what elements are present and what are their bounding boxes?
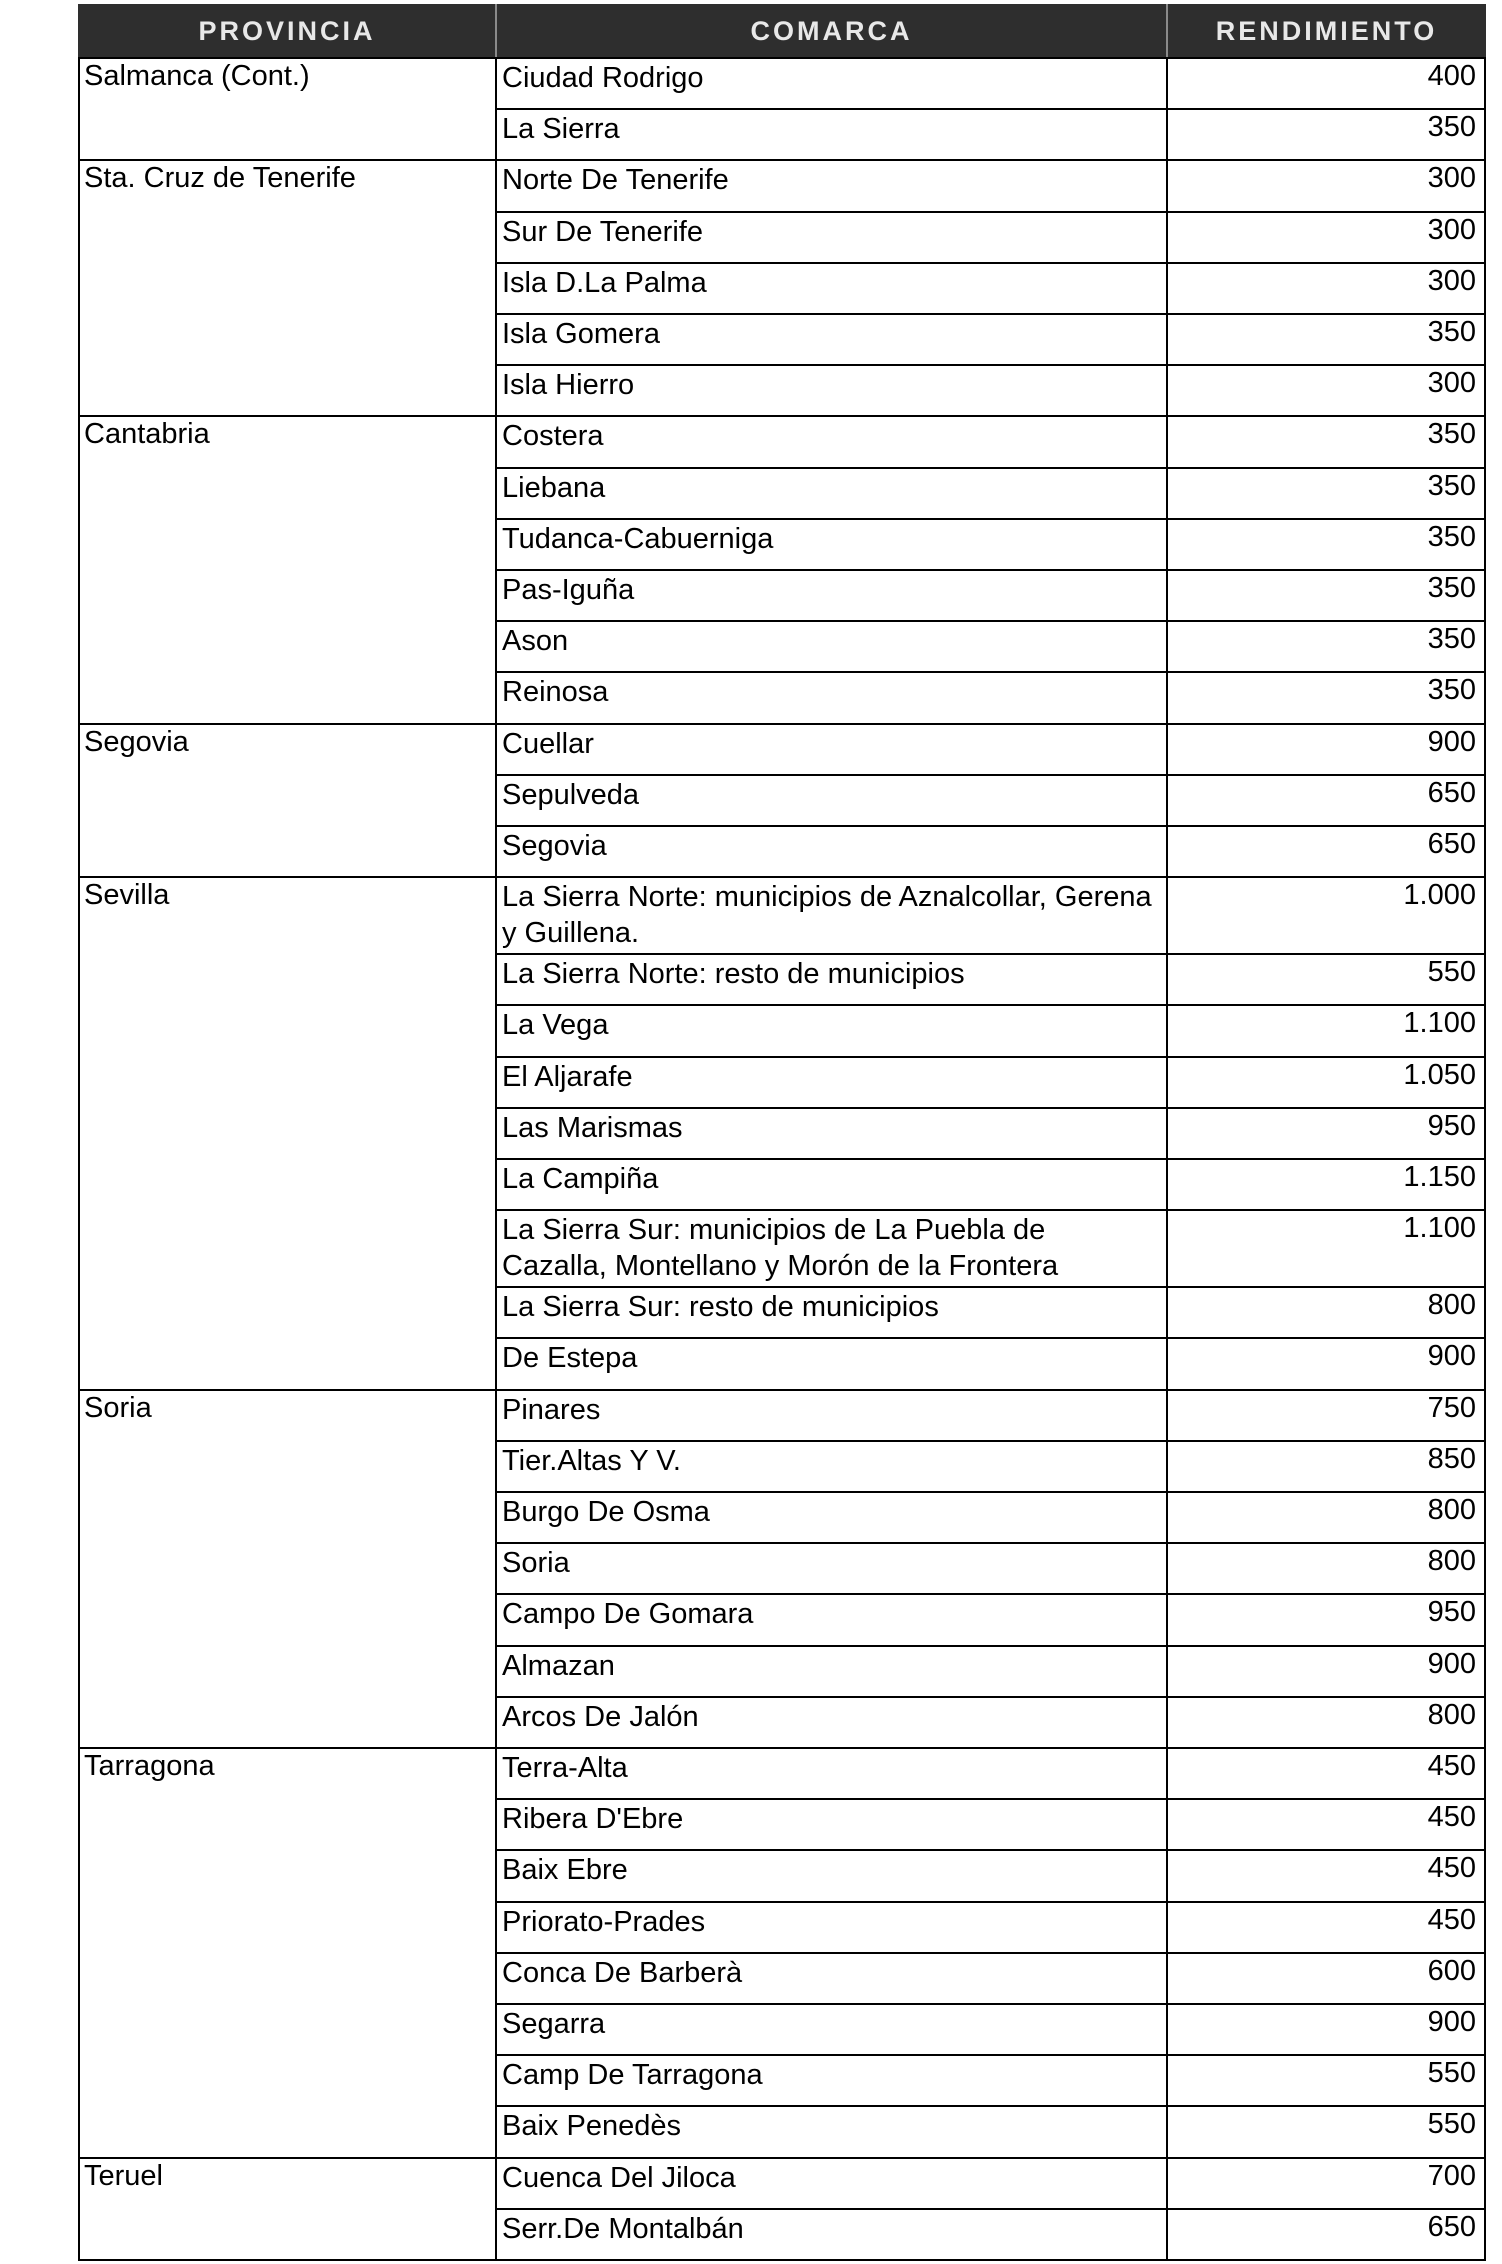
row-divider [495, 1542, 1486, 1544]
provincia-cell: Teruel [84, 2159, 163, 2192]
rendimiento-cell: 800 [1427, 1698, 1476, 1731]
comarca-cell: El Aljarafe [502, 1060, 633, 1093]
rendimiento-cell: 1.050 [1403, 1058, 1476, 1091]
comarca-cell: Priorato-Prades [502, 1905, 706, 1938]
row-divider [495, 1798, 1486, 1800]
row-divider [495, 262, 1486, 264]
comarca-cell: Baix Ebre [502, 1854, 628, 1887]
rendimiento-cell: 1.000 [1403, 879, 1476, 912]
comarca-cell: Ason [502, 625, 569, 658]
table-header [78, 4, 1486, 58]
rendimiento-cell: 550 [1427, 2108, 1476, 2141]
row-divider [495, 620, 1486, 622]
row-divider [495, 953, 1486, 955]
rendimiento-cell: 700 [1427, 2159, 1476, 2192]
header-rendimiento: RENDIMIENTO [1215, 16, 1438, 46]
rendimiento-cell: 600 [1427, 1954, 1476, 1987]
comarca-cell: La Sierra [502, 113, 620, 146]
rendimiento-cell: 1.100 [1403, 1212, 1476, 1245]
comarca-cell: Segarra [502, 2008, 606, 2040]
row-divider [495, 1158, 1486, 1160]
comarca-cell: Pinares [502, 1393, 601, 1426]
header-comarca: COMARCA [750, 16, 913, 46]
comarca-cell: Reinosa [502, 676, 609, 709]
row-divider [495, 1209, 1486, 1211]
table-border [78, 57, 1486, 59]
rendimiento-cell: 450 [1427, 1903, 1476, 1936]
provincia-cell: Segovia [84, 725, 189, 758]
comarca-cell: Sepulveda [502, 778, 640, 811]
provincia-cell: Sevilla [84, 879, 170, 912]
comarca-cell: La Campiña [502, 1163, 659, 1195]
comarca-cell: Norte De Tenerife [502, 164, 729, 197]
provincia-cell: Tarragona [84, 1750, 215, 1782]
rendimiento-cell: 950 [1427, 1109, 1476, 1142]
rendimiento-cell: 350 [1427, 520, 1476, 553]
row-divider [495, 825, 1486, 827]
comarca-cell: Tudanca-Cabuerniga [502, 522, 774, 555]
provincia-cell: Sta. Cruz de Tenerife [84, 162, 356, 195]
row-divider [495, 1004, 1486, 1006]
comarca-cell: Isla Gomera [502, 318, 660, 350]
rendimiento-cell: 900 [1427, 1647, 1476, 1680]
rendimiento-cell: 350 [1427, 469, 1476, 502]
comarca-cell: Campo De Gomara [502, 1598, 754, 1631]
rendimiento-cell: 900 [1427, 1340, 1476, 1373]
row-divider [495, 211, 1486, 213]
row-divider [495, 1491, 1486, 1493]
group-divider [78, 723, 1486, 725]
comarca-cell: Serr.De Montalbán [502, 2212, 744, 2245]
comarca-cell: Conca De Barberà [502, 1956, 743, 1989]
comarca-cell: La Vega [502, 1009, 609, 1042]
rendimiento-cell: 450 [1427, 1852, 1476, 1885]
rendimiento-cell: 550 [1427, 956, 1476, 989]
group-divider [78, 159, 1486, 161]
provincia-cell: Cantabria [84, 418, 210, 451]
row-divider [495, 1286, 1486, 1288]
group-divider [78, 876, 1486, 878]
header-provincia: PROVINCIA [198, 16, 376, 46]
comarca-cell: Baix Penedès [502, 2110, 681, 2143]
rendimiento-cell: 650 [1427, 2210, 1476, 2243]
comarca-cell: Pas-Iguña [502, 574, 635, 606]
comarca-cell: Soria [502, 1547, 570, 1580]
comarca-cell: Burgo De Osma [502, 1496, 710, 1528]
rendimiento-cell: 1.150 [1403, 1161, 1476, 1193]
comarca-cell: Liebana [502, 471, 606, 504]
comarca-cell: Almazan [502, 1649, 615, 1682]
comarca-cell: Isla Hierro [502, 369, 635, 402]
comarca-cell: Terra-Alta [502, 1752, 628, 1784]
rendimiento-cell: 900 [1427, 725, 1476, 758]
rendimiento-cell: 800 [1427, 1289, 1476, 1322]
row-divider [495, 1056, 1486, 1058]
row-divider [495, 1593, 1486, 1595]
row-divider [495, 774, 1486, 776]
row-divider [495, 1696, 1486, 1698]
rendimiento-cell: 350 [1427, 572, 1476, 604]
rendimiento-cell: 300 [1427, 264, 1476, 297]
provincia-cell: Salmanca (Cont.) [84, 60, 310, 92]
rendimiento-cell: 350 [1427, 674, 1476, 707]
provincia-cell: Soria [84, 1391, 152, 1424]
row-divider [495, 1337, 1486, 1339]
group-divider [78, 1747, 1486, 1749]
rendimiento-cell: 450 [1427, 1750, 1476, 1782]
rendimiento-cell: 1.100 [1403, 1007, 1476, 1040]
row-divider [495, 2003, 1486, 2005]
rendimiento-cell: 300 [1427, 162, 1476, 195]
comarca-cell: La Sierra Sur: resto de municipios [502, 1291, 939, 1324]
rendimiento-cell: 650 [1427, 828, 1476, 860]
comarca-cell: Camp De Tarragona [502, 2059, 763, 2092]
comarca-cell: Las Marismas [502, 1111, 683, 1144]
column-rule [1484, 58, 1486, 2260]
rendimiento-cell: 350 [1427, 418, 1476, 451]
column-rule [1166, 58, 1168, 2260]
row-divider [495, 671, 1486, 673]
comarca-cell: Ciudad Rodrigo [502, 62, 704, 94]
comarca-cell: Sur De Tenerife [502, 215, 703, 248]
rendimiento-cell: 750 [1427, 1391, 1476, 1424]
row-divider [495, 467, 1486, 469]
row-divider [495, 1107, 1486, 1109]
comarca-cell: Cuenca Del Jiloca [502, 2161, 736, 2194]
rendimiento-cell: 850 [1427, 1442, 1476, 1475]
row-divider [495, 364, 1486, 366]
comarca-cell: Tier.Altas Y V. [502, 1444, 681, 1477]
comarca-cell: Ribera D'Ebre [502, 1803, 684, 1836]
rendimiento-cell: 950 [1427, 1596, 1476, 1629]
rendimiento-cell: 900 [1427, 2006, 1476, 2038]
rendimiento-cell: 550 [1427, 2057, 1476, 2090]
comarca-cell: Cuellar [502, 727, 594, 760]
comarca-cell: Costera [502, 420, 604, 453]
column-rule [78, 58, 80, 2260]
rendimiento-cell: 350 [1427, 316, 1476, 348]
rendimiento-cell: 350 [1427, 623, 1476, 656]
row-divider [495, 2208, 1486, 2210]
rendimiento-cell: 650 [1427, 776, 1476, 809]
comarca-cell: Segovia [502, 830, 607, 862]
group-divider [78, 2259, 1486, 2261]
rendimiento-cell: 300 [1427, 213, 1476, 246]
rendimiento-cell: 800 [1427, 1545, 1476, 1578]
comarca-cell: Arcos De Jalón [502, 1700, 699, 1733]
row-divider [495, 518, 1486, 520]
row-divider [495, 108, 1486, 110]
row-divider [495, 569, 1486, 571]
row-divider [495, 2054, 1486, 2056]
rendimiento-cell: 450 [1427, 1801, 1476, 1834]
row-divider [495, 2105, 1486, 2107]
column-rule [495, 58, 497, 2260]
comarca-cell: La Sierra Norte: resto de municipios [502, 958, 965, 991]
comarca-cell: Isla D.La Palma [502, 266, 707, 299]
rendimiento-cell: 300 [1427, 367, 1476, 400]
scanned-table [78, 4, 1486, 2260]
row-divider [495, 1440, 1486, 1442]
row-divider [495, 1645, 1486, 1647]
group-divider [78, 415, 1486, 417]
group-divider [78, 1389, 1486, 1391]
row-divider [495, 1849, 1486, 1851]
comarca-cell: De Estepa [502, 1342, 638, 1375]
rendimiento-cell: 800 [1427, 1494, 1476, 1526]
comarca-cell: La Sierra Sur: municipios de La Puebla de Cazalla, Montellano y Morón de la Frontera [502, 1214, 1059, 1283]
row-divider [495, 1901, 1486, 1903]
row-divider [495, 1952, 1486, 1954]
rendimiento-cell: 350 [1427, 111, 1476, 144]
comarca-cell: La Sierra Norte: municipios de Aznalcollar, Gerena y Guillena. [502, 881, 1152, 950]
group-divider [78, 2157, 1486, 2159]
rendimiento-cell: 400 [1427, 60, 1476, 92]
row-divider [495, 313, 1486, 315]
